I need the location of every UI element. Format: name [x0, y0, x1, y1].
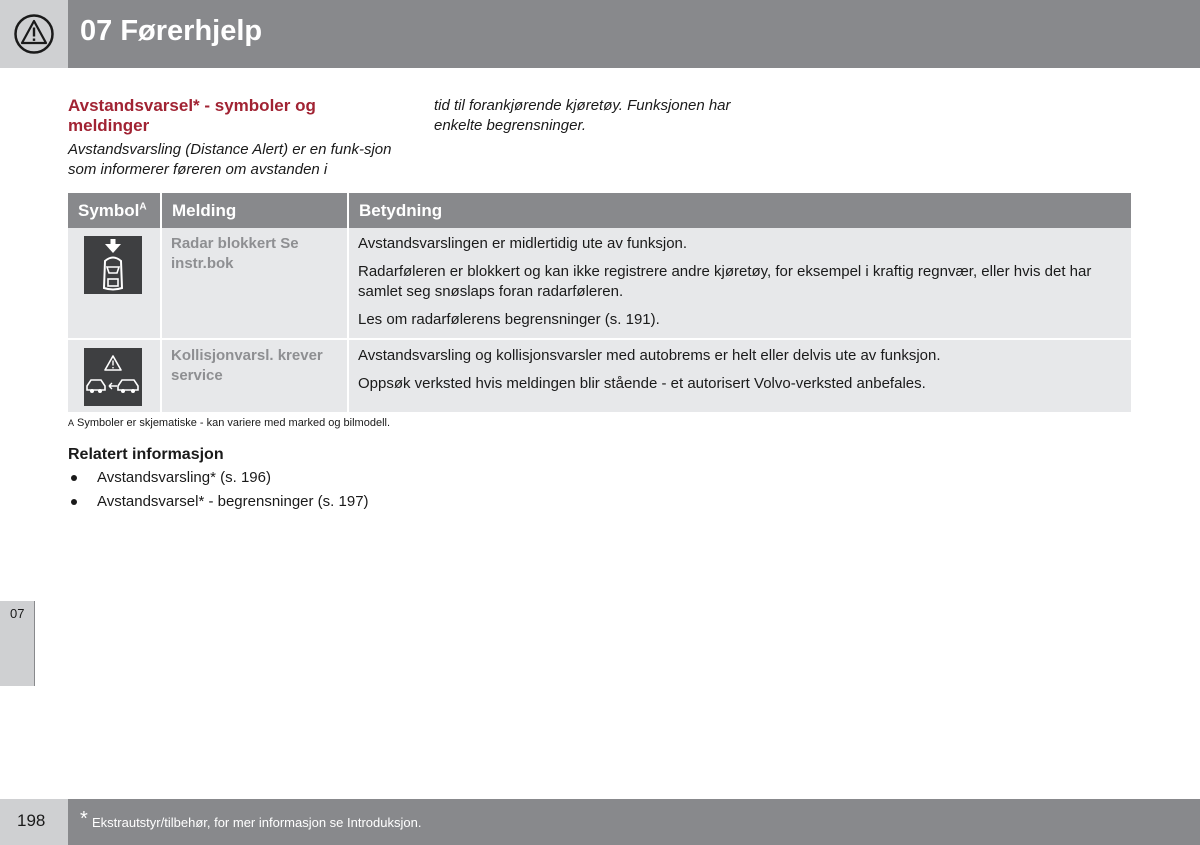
- section-heading: Avstandsvarsel* - symboler og meldinger: [68, 96, 316, 135]
- meaning-paragraph: Oppsøk verksted hvis meldingen blir stående - et autorisert Volvo-verksted anbefales.: [358, 375, 926, 392]
- message-cell: Kollisjonvarsl. krever service: [161, 339, 348, 413]
- symbol-message-table: [68, 193, 1131, 414]
- related-info-list: [68, 466, 369, 514]
- table-row: [68, 228, 1131, 339]
- meaning-cell: [348, 339, 1131, 413]
- column-header-symbol: Symbol$^A$: [68, 193, 161, 228]
- related-link[interactable]: Avstandsvarsel* - begrensninger (s. 197): [68, 490, 369, 514]
- chapter-side-tab: [0, 601, 35, 686]
- chapter-title: 07 Førerhjelp: [80, 15, 263, 47]
- table-footnote: [68, 417, 390, 429]
- footnote-marker: A: [68, 418, 75, 428]
- page-number-box: [0, 799, 68, 845]
- table-row: [68, 339, 1131, 413]
- table-header-row: [68, 193, 1131, 228]
- intro-text-left: Avstandsvarsling (Distance Alert) er en funk-sjon som informerer føreren om avstanden i: [68, 141, 392, 178]
- related-info-heading: Relatert informasjon: [68, 446, 224, 463]
- footer-bar: [68, 799, 1200, 845]
- symbol-cell: [68, 339, 161, 413]
- meaning-cell: [348, 228, 1131, 339]
- meaning-paragraph: Avstandsvarslingen er midlertidig ute av funksjon.: [358, 235, 688, 252]
- page-number: 198: [17, 811, 46, 830]
- page-header: [0, 0, 1200, 68]
- footer-note: Ekstrautstyr/tilbehør, for mer informasjon se Introduksjon.: [92, 815, 422, 830]
- header-icon-box: [0, 0, 68, 68]
- symbol-cell: [68, 228, 161, 339]
- radar-blocked-car-icon: [84, 236, 142, 294]
- side-tab-label: 07: [10, 606, 25, 621]
- message-cell: Radar blokkert Se instr.bok: [161, 228, 348, 339]
- page-footer: [0, 799, 1200, 845]
- intro-text-right: tid til forankjørende kjøretøy. Funksjonen har enkelte begrensninger.: [434, 97, 731, 134]
- footnote-text: Symboler er skjematiske - kan variere med marked og bilmodell.: [77, 417, 391, 429]
- warning-triangle-icon: [13, 14, 55, 54]
- column-header-message: Melding: [161, 193, 348, 228]
- footnote-ref: A: [139, 200, 147, 212]
- footer-star: *: [80, 808, 88, 830]
- meaning-paragraph: Les om radarfølerens begrensninger (s. 191).: [358, 311, 660, 328]
- collision-warning-cars-icon: [84, 348, 142, 406]
- meaning-paragraph: Avstandsvarsling og kollisjonsvarsler med autobrems er helt eller delvis ute av funksjon.: [358, 347, 941, 364]
- related-link[interactable]: Avstandsvarsling* (s. 196): [68, 466, 369, 490]
- column-header-meaning: Betydning: [348, 193, 1131, 228]
- meaning-paragraph: Radarføleren er blokkert og kan ikke registrere andre kjøretøy, for eksempel i kraftig regnvær, eller hvis det har samlet seg snøslaps foran radarføleren.: [358, 263, 1092, 300]
